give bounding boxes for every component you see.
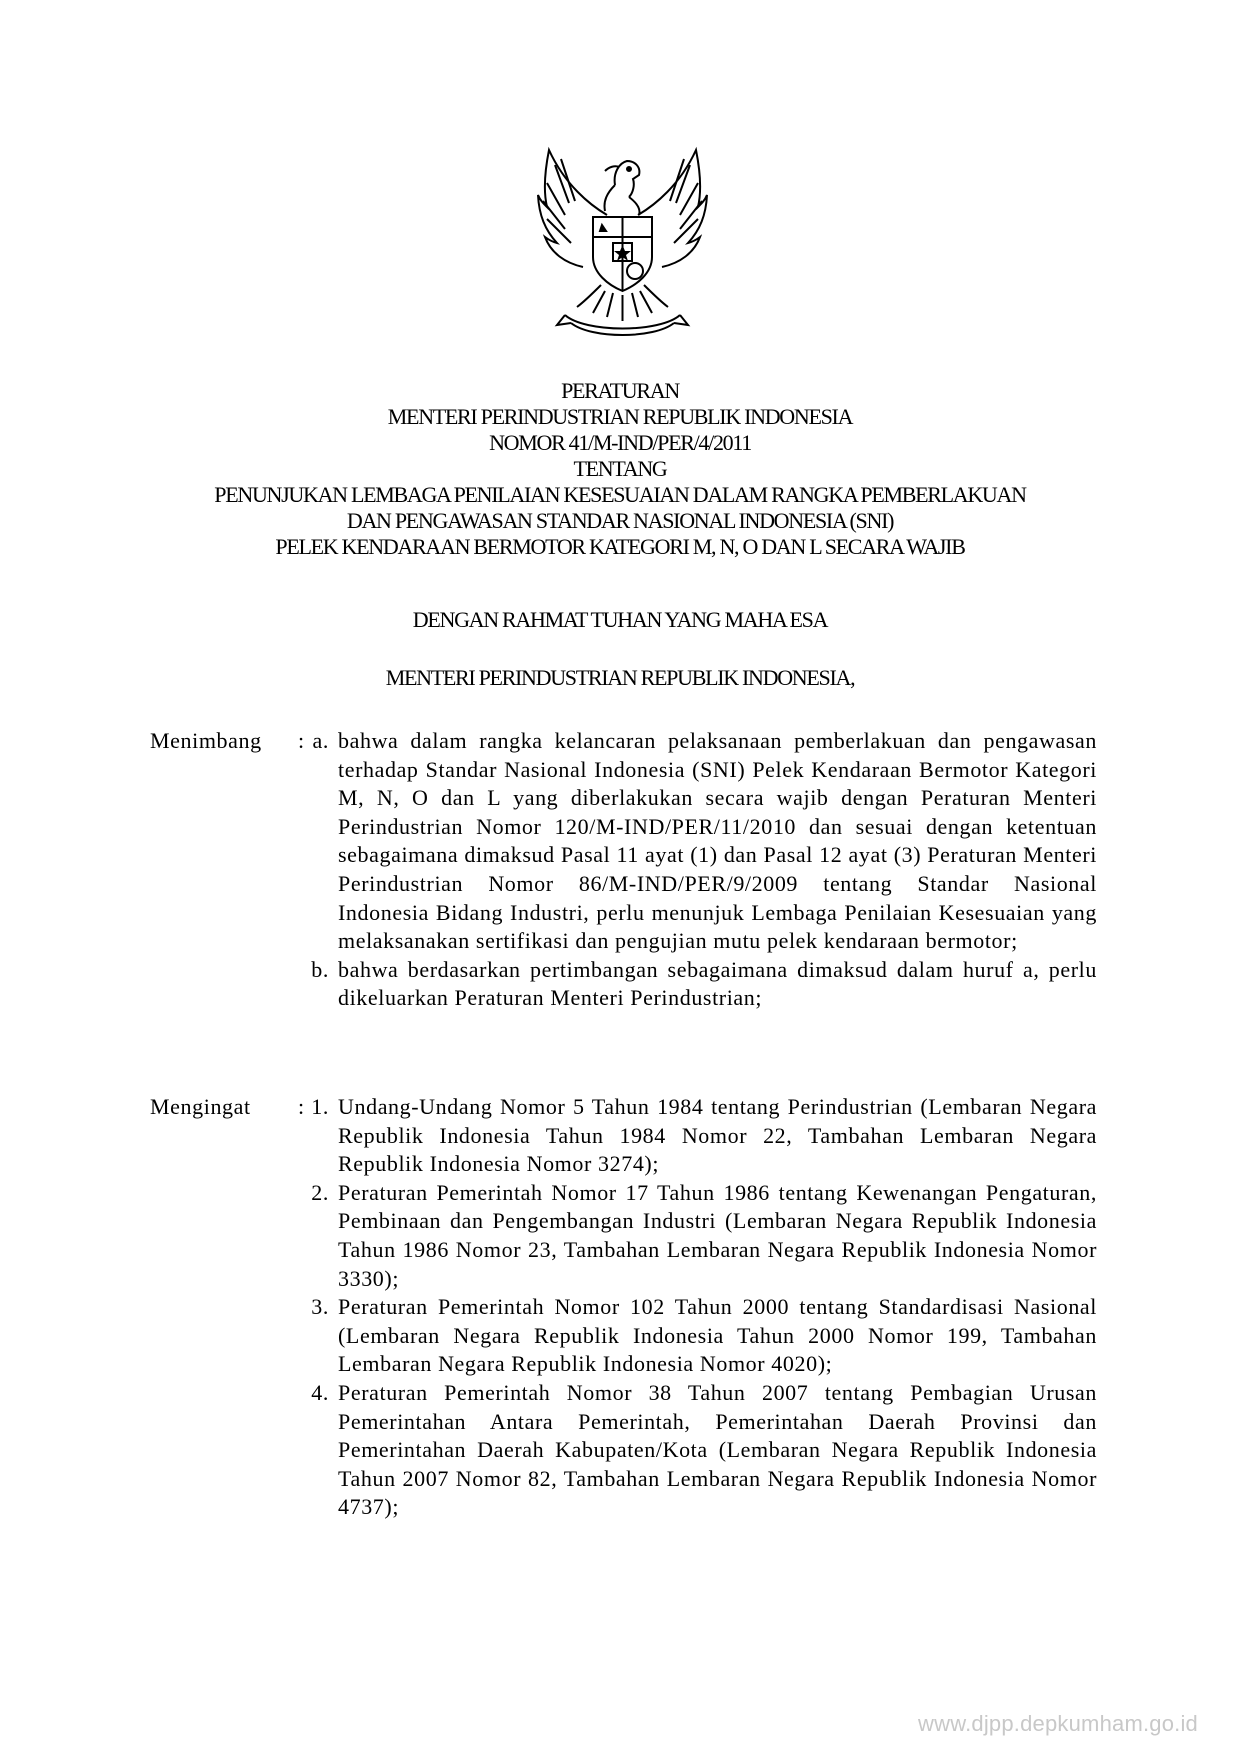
item-marker: 1.	[311, 1094, 329, 1119]
list-item	[297, 727, 1097, 956]
item-text: Peraturan Pemerintah Nomor 38 Tahun 2007 tentang Pembagian Urusan Pemerintahan Antara Pemerintah, Pemerintahan Daerah Provinsi dan Pemerintahan Daerah Kabupaten/Kota (Lembaran Negara Republik Indonesia Tahun 2007 Nomor 82, Tambahan Lembaran Negara Republik Indonesia Nomor 4737);	[338, 1379, 1097, 1520]
item-text: Peraturan Pemerintah Nomor 17 Tahun 1986 tentang Kewenangan Pengaturan, Pembinaan dan Pengembangan Industri (Lembaran Negara Republik Indonesia Tahun 1986 Nomor 23, Tambahan Lembaran Negara Republik Indonesia Nomor 3330);	[338, 1179, 1097, 1291]
title-line: TENTANG	[573, 456, 667, 481]
item-marker: b.	[311, 956, 329, 982]
item-text: bahwa berdasarkan pertimbangan sebagaimana dimaksud dalam huruf a, perlu dikeluarkan Peraturan Menteri Perindustrian;	[338, 956, 1097, 1011]
item-text: bahwa dalam rangka kelancaran pelaksanaan pemberlakuan dan pengawasan terhadap Standar Nasional Indonesia (SNI) Pelek Kendaraan Bermotor Kategori M, N, O dan L yang diberlakukan secara wajib dengan Peraturan Menteri Perindustrian Nomor 120/M-IND/PER/11/2010 dan sesuai dengan ketentuan sebagaimana dimaksud Pasal 11 ayat (1) dan Pasal 12 ayat (3) Peraturan Menteri Perindustrian Nomor 86/M-IND/PER/9/2009 tentang Standar Nasional Indonesia Bidang Industri, perlu menunjuk Lembaga Penilaian Kesesuaian yang melaksanakan sertifikasi dan pengujian mutu pelek kendaraan bermotor;	[338, 728, 1097, 954]
title-block	[100, 378, 1140, 560]
opening-phrase	[100, 607, 1140, 633]
watermark-url: www.djpp.depkumham.go.id	[918, 1711, 1198, 1736]
item-marker: 3.	[311, 1294, 329, 1320]
item-text: Peraturan Pemerintah Nomor 102 Tahun 2000 tentang Standardisasi Nasional (Lembaran Negara Republik Indonesia Tahun 2000 Nomor 199, Tambahan Lembaran Negara Republik Indonesia Nomor 4020);	[338, 1294, 1097, 1377]
section-colon: :	[298, 728, 305, 753]
menimbang-list	[297, 727, 1097, 1013]
title-line: PENUNJUKAN LEMBAGA PENILAIAN KESESUAIAN DALAM RANGKA PEMBERLAKUAN	[214, 482, 1026, 507]
title-line: NOMOR 41/M-IND/PER/4/2011	[489, 430, 751, 455]
mengingat-label: Mengingat	[150, 1094, 251, 1119]
item-marker: 2.	[311, 1179, 329, 1205]
section-colon: :	[298, 1094, 305, 1119]
title-line: MENTERI PERINDUSTRIAN REPUBLIK INDONESIA	[387, 404, 853, 429]
item-marker: 4.	[311, 1379, 329, 1405]
list-item	[297, 1379, 1097, 1522]
item-marker: a.	[312, 728, 329, 753]
item-text: Undang-Undang Nomor 5 Tahun 1984 tentang Perindustrian (Lembaran Negara Republik Indonesia Tahun 1984 Nomor 22, Tambahan Lembaran Negara Republik Indonesia Nomor 3274);	[338, 1094, 1097, 1177]
minister-text: MENTERI PERINDUSTRIAN REPUBLIK INDONESIA,	[385, 665, 855, 690]
title-line: DAN PENGAWASAN STANDAR NASIONAL INDONESIA (SNI)	[346, 508, 894, 533]
title-line: PERATURAN	[561, 378, 679, 403]
title-line: PELEK KENDARAAN BERMOTOR KATEGORI M, N, O DAN L SECARA WAJIB	[275, 534, 965, 559]
list-item	[297, 1179, 1097, 1293]
minister-line	[100, 665, 1140, 691]
list-item	[297, 1093, 1097, 1179]
opening-text: DENGAN RAHMAT TUHAN YANG MAHA ESA	[412, 607, 828, 632]
list-item	[297, 1293, 1097, 1379]
list-item	[297, 956, 1097, 1013]
garuda-emblem-icon	[535, 145, 710, 340]
menimbang-label: Menimbang	[150, 728, 262, 753]
mengingat-list	[297, 1093, 1097, 1522]
